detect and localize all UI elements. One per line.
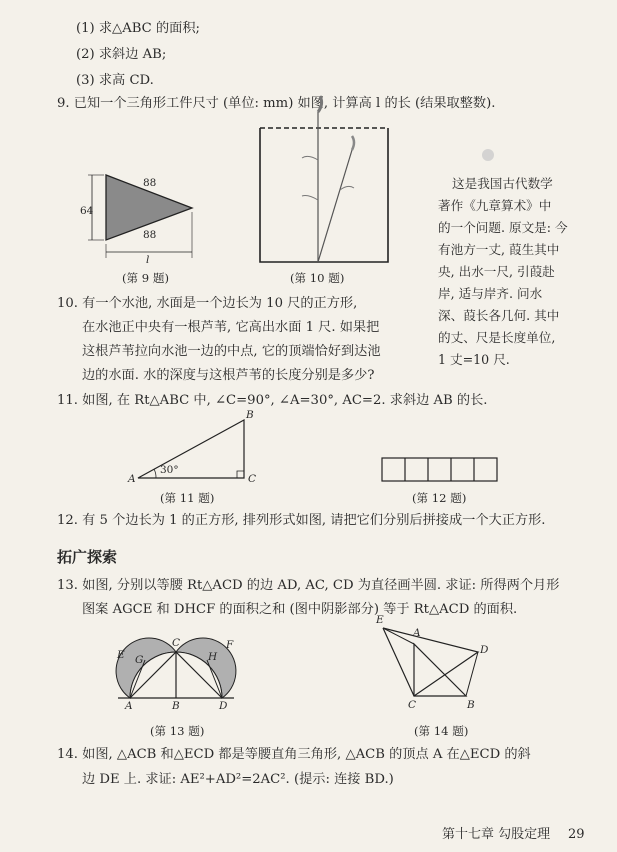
q14-line-1: 14. 如图, △ACB 和△ECD 都是等腰直角三角形, △ACB 的顶点 A 在△ECD 的斜 (57, 747, 531, 762)
fig13-label-a: A (125, 700, 133, 712)
q8-part-1: (1) 求△ABC 的面积; (76, 21, 200, 36)
section-title: 拓广探索 (57, 548, 118, 566)
fig14-label-e: E (376, 614, 384, 626)
q13-line-1: 13. 如图, 分别以等腰 Rt△ACD 的边 AD, AC, CD 为直径画半圆. 求证: 所得两个月形 (57, 578, 560, 593)
fig14-label-b: B (467, 699, 475, 711)
fig13-label-c: C (172, 637, 181, 649)
fig13-label-f: F (226, 639, 234, 651)
fig14-caption: (第 14 题) (414, 724, 469, 738)
q10-line-2: 在水池正中央有一根芦苇, 它高出水面 1 尺. 如果把 (82, 320, 380, 335)
sidebar-line-4: 有池方一丈, 葭生其中 (438, 242, 560, 257)
q12-text: 12. 有 5 个边长为 1 的正方形, 排列形式如图, 请把它们分别后拼接成一个大正方形. (57, 513, 546, 528)
fig14-label-a: A (413, 627, 421, 639)
fig11-label-a: A (128, 473, 136, 485)
q8-part-2: (2) 求斜边 AB; (76, 47, 167, 62)
sidebar-line-7: 深、葭长各几何. 其中 (438, 308, 560, 323)
footer-chapter: 第十七章 勾股定理 (442, 827, 551, 842)
fig9-side-top-label: 88 (143, 177, 157, 189)
footer-page-number: 29 (568, 827, 585, 842)
fig14-label-c: C (408, 699, 417, 711)
fig13-label-g: G (135, 654, 144, 666)
q13-line-2: 图案 AGCE 和 DHCF 的面积之和 (图中阴影部分) 等于 Rt△ACD 的面积. (82, 602, 518, 617)
fig9-side-bottom-label: 88 (143, 229, 157, 241)
sidebar-line-6: 岸, 适与岸齐. 问水 (438, 286, 543, 301)
q10-line-3: 这根芦苇拉向水池一边的中点, 它的顶端恰好到达池 (82, 344, 381, 359)
fig13-caption: (第 13 题) (150, 724, 205, 738)
q8-part-3: (3) 求高 CD. (76, 73, 154, 88)
q14-line-2: 边 DE 上. 求证: AE²+AD²=2AC². (提示: 连接 BD.) (82, 772, 394, 787)
sidebar-line-1: 这是我国古代数学 (452, 176, 553, 191)
fig9-caption: (第 9 题) (122, 271, 169, 285)
fig13-label-e: E (117, 649, 125, 661)
q9-text: 9. 已知一个三角形工件尺寸 (单位: mm) 如图, 计算高 l 的长 (结果取整数). (57, 96, 496, 111)
fig9-base-label: l (146, 254, 150, 266)
fig9-height-label: 64 (80, 205, 94, 217)
fig13-label-d: D (219, 700, 228, 712)
fig14-label-d: D (480, 644, 489, 656)
sidebar-line-3: 的一个问题. 原文是: 今 (438, 220, 568, 235)
sidebar-line-9: 1 丈=10 尺. (438, 352, 510, 367)
q11-text: 11. 如图, 在 Rt△ABC 中, ∠C=90°, ∠A=30°, AC=2. 求斜边 AB 的长. (57, 393, 488, 408)
fig12-caption: (第 12 题) (412, 491, 467, 505)
fig11-label-b: B (246, 409, 254, 421)
fig13-label-h: H (208, 651, 218, 663)
sidebar-line-8: 的丈、尺是长度单位, (438, 330, 556, 345)
sidebar-line-2: 著作《九章算术》中 (438, 198, 552, 213)
fig13-label-b: B (172, 700, 180, 712)
fig11-label-c: C (248, 473, 257, 485)
sidebar-line-5: 央, 出水一尺, 引葭赴 (438, 264, 555, 279)
q10-line-1: 10. 有一个水池, 水面是一个边长为 10 尺的正方形, (57, 296, 358, 311)
fig11-caption: (第 11 题) (160, 491, 215, 505)
q10-line-4: 边的水面. 水的深度与这根芦苇的长度分别是多少? (82, 368, 375, 383)
fig10-caption: (第 10 题) (290, 271, 345, 285)
fig11-angle-label: 30° (160, 464, 179, 476)
